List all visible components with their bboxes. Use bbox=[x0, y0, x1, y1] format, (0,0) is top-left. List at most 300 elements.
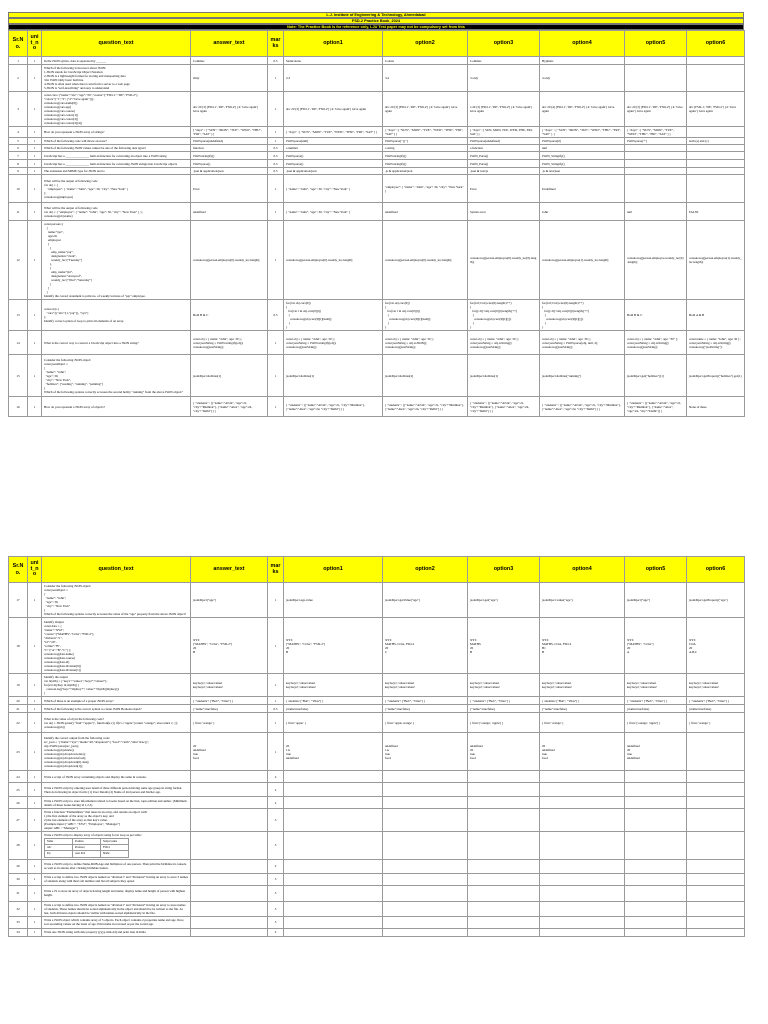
cell-answer[interactable] bbox=[191, 859, 268, 873]
cell-option5[interactable] bbox=[625, 160, 687, 168]
cell-srno[interactable] bbox=[9, 127, 28, 138]
cell-question[interactable] bbox=[42, 203, 191, 221]
cell-option4[interactable] bbox=[540, 733, 625, 771]
cell-option5[interactable] bbox=[625, 175, 687, 203]
cell-answer[interactable] bbox=[191, 331, 268, 355]
col-header-option2[interactable]: option2 bbox=[383, 557, 468, 583]
cell-answer[interactable] bbox=[191, 145, 268, 152]
cell-question[interactable] bbox=[42, 57, 191, 65]
cell-option6[interactable] bbox=[687, 705, 745, 713]
cell-question[interactable] bbox=[42, 859, 191, 873]
cell-unit[interactable] bbox=[28, 127, 42, 138]
cell-option5[interactable] bbox=[625, 797, 687, 809]
cell-unit[interactable] bbox=[28, 152, 42, 160]
cell-question[interactable] bbox=[42, 873, 191, 885]
cell-option6[interactable] bbox=[687, 145, 745, 152]
cell-option6[interactable] bbox=[687, 928, 745, 936]
cell-answer[interactable] bbox=[191, 92, 268, 127]
cell-option6[interactable] bbox=[687, 203, 745, 221]
cell-option6[interactable] bbox=[687, 832, 745, 860]
cell-answer[interactable] bbox=[191, 809, 268, 832]
cell-option3[interactable] bbox=[468, 705, 540, 713]
cell-option6[interactable] bbox=[687, 859, 745, 873]
cell-option5[interactable] bbox=[625, 331, 687, 355]
cell-question[interactable] bbox=[42, 771, 191, 783]
cell-answer[interactable] bbox=[191, 300, 268, 331]
cell-option3[interactable] bbox=[468, 355, 540, 397]
cell-option1[interactable] bbox=[284, 92, 383, 127]
cell-answer[interactable] bbox=[191, 618, 268, 674]
cell-option1[interactable] bbox=[284, 797, 383, 809]
cell-option5[interactable] bbox=[625, 152, 687, 160]
cell-marks[interactable] bbox=[268, 397, 284, 417]
cell-question[interactable] bbox=[42, 160, 191, 168]
cell-answer[interactable] bbox=[191, 697, 268, 705]
cell-srno[interactable] bbox=[9, 705, 28, 713]
cell-option4[interactable] bbox=[540, 832, 625, 860]
cell-option4[interactable] bbox=[540, 916, 625, 928]
cell-unit[interactable] bbox=[28, 809, 42, 832]
cell-option3[interactable] bbox=[468, 152, 540, 160]
cell-option6[interactable] bbox=[687, 885, 745, 901]
cell-marks[interactable] bbox=[268, 355, 284, 397]
cell-marks[interactable] bbox=[268, 873, 284, 885]
cell-option3[interactable] bbox=[468, 65, 540, 92]
cell-question[interactable] bbox=[42, 300, 191, 331]
cell-unit[interactable] bbox=[28, 873, 42, 885]
cell-marks[interactable] bbox=[268, 859, 284, 873]
cell-srno[interactable] bbox=[9, 832, 28, 860]
col-header-unit[interactable]: unit_no bbox=[28, 31, 42, 57]
cell-option2[interactable] bbox=[383, 397, 468, 417]
cell-option2[interactable] bbox=[383, 618, 468, 674]
cell-answer[interactable] bbox=[191, 832, 268, 860]
cell-option4[interactable] bbox=[540, 885, 625, 901]
cell-option3[interactable] bbox=[468, 832, 540, 860]
cell-option5[interactable] bbox=[625, 65, 687, 92]
cell-option4[interactable] bbox=[540, 65, 625, 92]
cell-unit[interactable] bbox=[28, 916, 42, 928]
cell-option3[interactable] bbox=[468, 885, 540, 901]
cell-srno[interactable] bbox=[9, 771, 28, 783]
cell-option4[interactable] bbox=[540, 809, 625, 832]
cell-option3[interactable] bbox=[468, 168, 540, 175]
cell-option1[interactable] bbox=[284, 175, 383, 203]
cell-srno[interactable] bbox=[9, 160, 28, 168]
cell-unit[interactable] bbox=[28, 168, 42, 175]
cell-option1[interactable] bbox=[284, 873, 383, 885]
cell-marks[interactable] bbox=[268, 221, 284, 300]
cell-option5[interactable] bbox=[625, 674, 687, 697]
col-header-option4[interactable]: option4 bbox=[540, 557, 625, 583]
cell-option2[interactable] bbox=[383, 797, 468, 809]
cell-question[interactable] bbox=[42, 674, 191, 697]
cell-option6[interactable] bbox=[687, 57, 745, 65]
cell-option3[interactable] bbox=[468, 92, 540, 127]
cell-unit[interactable] bbox=[28, 928, 42, 936]
cell-answer[interactable] bbox=[191, 873, 268, 885]
cell-option5[interactable] bbox=[625, 127, 687, 138]
cell-option1[interactable] bbox=[284, 809, 383, 832]
cell-option1[interactable] bbox=[284, 885, 383, 901]
cell-option4[interactable] bbox=[540, 127, 625, 138]
cell-option2[interactable] bbox=[383, 175, 468, 203]
cell-question[interactable] bbox=[42, 797, 191, 809]
cell-option5[interactable] bbox=[625, 771, 687, 783]
cell-marks[interactable] bbox=[268, 771, 284, 783]
cell-option2[interactable] bbox=[383, 697, 468, 705]
cell-option2[interactable] bbox=[383, 713, 468, 733]
cell-option6[interactable] bbox=[687, 797, 745, 809]
cell-option1[interactable] bbox=[284, 832, 383, 860]
cell-srno[interactable] bbox=[9, 783, 28, 797]
cell-marks[interactable] bbox=[268, 713, 284, 733]
cell-unit[interactable] bbox=[28, 331, 42, 355]
cell-marks[interactable] bbox=[268, 618, 284, 674]
cell-option3[interactable] bbox=[468, 797, 540, 809]
cell-option5[interactable] bbox=[625, 92, 687, 127]
cell-answer[interactable] bbox=[191, 397, 268, 417]
cell-option4[interactable] bbox=[540, 300, 625, 331]
cell-option2[interactable] bbox=[383, 127, 468, 138]
cell-unit[interactable] bbox=[28, 175, 42, 203]
cell-option1[interactable] bbox=[284, 145, 383, 152]
cell-marks[interactable] bbox=[268, 583, 284, 618]
col-header-answer[interactable]: answer_text bbox=[191, 557, 268, 583]
cell-option6[interactable] bbox=[687, 152, 745, 160]
col-header-option5[interactable]: option5 bbox=[625, 557, 687, 583]
cell-option1[interactable] bbox=[284, 713, 383, 733]
cell-srno[interactable] bbox=[9, 873, 28, 885]
cell-option6[interactable] bbox=[687, 92, 745, 127]
cell-option4[interactable] bbox=[540, 92, 625, 127]
cell-option5[interactable] bbox=[625, 138, 687, 145]
cell-option1[interactable] bbox=[284, 127, 383, 138]
cell-answer[interactable] bbox=[191, 127, 268, 138]
cell-marks[interactable] bbox=[268, 916, 284, 928]
cell-answer[interactable] bbox=[191, 885, 268, 901]
cell-option6[interactable] bbox=[687, 168, 745, 175]
cell-option4[interactable] bbox=[540, 697, 625, 705]
cell-option2[interactable] bbox=[383, 355, 468, 397]
cell-unit[interactable] bbox=[28, 92, 42, 127]
cell-unit[interactable] bbox=[28, 583, 42, 618]
cell-option6[interactable] bbox=[687, 713, 745, 733]
col-header-unit[interactable]: unit_no bbox=[28, 557, 42, 583]
cell-option2[interactable] bbox=[383, 859, 468, 873]
cell-srno[interactable] bbox=[9, 859, 28, 873]
cell-option1[interactable] bbox=[284, 331, 383, 355]
cell-option1[interactable] bbox=[284, 901, 383, 916]
cell-option5[interactable] bbox=[625, 916, 687, 928]
cell-answer[interactable] bbox=[191, 797, 268, 809]
cell-answer[interactable] bbox=[191, 916, 268, 928]
cell-marks[interactable] bbox=[268, 152, 284, 160]
col-header-option5[interactable]: option5 bbox=[625, 31, 687, 57]
cell-marks[interactable] bbox=[268, 127, 284, 138]
cell-option5[interactable] bbox=[625, 697, 687, 705]
cell-option3[interactable] bbox=[468, 783, 540, 797]
cell-option5[interactable] bbox=[625, 809, 687, 832]
cell-srno[interactable] bbox=[9, 92, 28, 127]
cell-option3[interactable] bbox=[468, 175, 540, 203]
cell-option5[interactable] bbox=[625, 57, 687, 65]
cell-option1[interactable] bbox=[284, 355, 383, 397]
cell-option3[interactable] bbox=[468, 138, 540, 145]
cell-question[interactable] bbox=[42, 916, 191, 928]
col-header-option6[interactable]: option6 bbox=[687, 31, 745, 57]
cell-option4[interactable] bbox=[540, 618, 625, 674]
cell-marks[interactable] bbox=[268, 300, 284, 331]
cell-question[interactable] bbox=[42, 901, 191, 916]
cell-option4[interactable] bbox=[540, 138, 625, 145]
cell-option2[interactable] bbox=[383, 168, 468, 175]
cell-marks[interactable] bbox=[268, 809, 284, 832]
cell-srno[interactable] bbox=[9, 674, 28, 697]
cell-srno[interactable] bbox=[9, 138, 28, 145]
cell-marks[interactable] bbox=[268, 783, 284, 797]
cell-unit[interactable] bbox=[28, 832, 42, 860]
cell-answer[interactable] bbox=[191, 138, 268, 145]
cell-option2[interactable] bbox=[383, 809, 468, 832]
cell-option2[interactable] bbox=[383, 916, 468, 928]
cell-unit[interactable] bbox=[28, 705, 42, 713]
cell-srno[interactable] bbox=[9, 901, 28, 916]
cell-option6[interactable] bbox=[687, 916, 745, 928]
cell-option2[interactable] bbox=[383, 221, 468, 300]
cell-option2[interactable] bbox=[383, 705, 468, 713]
cell-option1[interactable] bbox=[284, 618, 383, 674]
cell-unit[interactable] bbox=[28, 674, 42, 697]
cell-option2[interactable] bbox=[383, 674, 468, 697]
cell-option1[interactable] bbox=[284, 697, 383, 705]
cell-question[interactable] bbox=[42, 832, 191, 860]
cell-option3[interactable] bbox=[468, 145, 540, 152]
cell-option3[interactable] bbox=[468, 674, 540, 697]
cell-question[interactable] bbox=[42, 152, 191, 160]
cell-option4[interactable] bbox=[540, 583, 625, 618]
cell-option4[interactable] bbox=[540, 145, 625, 152]
cell-marks[interactable] bbox=[268, 832, 284, 860]
cell-option4[interactable] bbox=[540, 901, 625, 916]
cell-option1[interactable] bbox=[284, 397, 383, 417]
cell-option4[interactable] bbox=[540, 674, 625, 697]
col-header-question[interactable]: question_text bbox=[42, 31, 191, 57]
cell-option4[interactable] bbox=[540, 397, 625, 417]
cell-unit[interactable] bbox=[28, 300, 42, 331]
cell-srno[interactable] bbox=[9, 152, 28, 160]
cell-option6[interactable] bbox=[687, 160, 745, 168]
cell-option5[interactable] bbox=[625, 397, 687, 417]
cell-answer[interactable] bbox=[191, 203, 268, 221]
cell-marks[interactable] bbox=[268, 901, 284, 916]
cell-question[interactable] bbox=[42, 92, 191, 127]
cell-option2[interactable] bbox=[383, 331, 468, 355]
cell-marks[interactable] bbox=[268, 331, 284, 355]
cell-srno[interactable] bbox=[9, 221, 28, 300]
cell-question[interactable] bbox=[42, 138, 191, 145]
cell-answer[interactable] bbox=[191, 733, 268, 771]
cell-option3[interactable] bbox=[468, 127, 540, 138]
col-header-question[interactable]: question_text bbox=[42, 557, 191, 583]
cell-srno[interactable] bbox=[9, 618, 28, 674]
cell-marks[interactable] bbox=[268, 168, 284, 175]
cell-answer[interactable] bbox=[191, 355, 268, 397]
cell-unit[interactable] bbox=[28, 355, 42, 397]
cell-unit[interactable] bbox=[28, 203, 42, 221]
cell-option3[interactable] bbox=[468, 916, 540, 928]
cell-option6[interactable] bbox=[687, 331, 745, 355]
cell-option6[interactable] bbox=[687, 138, 745, 145]
cell-question[interactable] bbox=[42, 355, 191, 397]
cell-option1[interactable] bbox=[284, 221, 383, 300]
cell-unit[interactable] bbox=[28, 160, 42, 168]
cell-srno[interactable] bbox=[9, 331, 28, 355]
cell-option5[interactable] bbox=[625, 300, 687, 331]
cell-unit[interactable] bbox=[28, 713, 42, 733]
cell-option6[interactable] bbox=[687, 901, 745, 916]
cell-option1[interactable] bbox=[284, 168, 383, 175]
col-header-option6[interactable]: option6 bbox=[687, 557, 745, 583]
cell-option4[interactable] bbox=[540, 928, 625, 936]
cell-option1[interactable] bbox=[284, 771, 383, 783]
cell-option2[interactable] bbox=[383, 138, 468, 145]
cell-srno[interactable] bbox=[9, 797, 28, 809]
cell-option5[interactable] bbox=[625, 221, 687, 300]
cell-marks[interactable] bbox=[268, 928, 284, 936]
cell-option3[interactable] bbox=[468, 859, 540, 873]
cell-question[interactable] bbox=[42, 221, 191, 300]
cell-option4[interactable] bbox=[540, 783, 625, 797]
cell-option3[interactable] bbox=[468, 618, 540, 674]
cell-option5[interactable] bbox=[625, 355, 687, 397]
cell-option2[interactable] bbox=[383, 92, 468, 127]
cell-unit[interactable] bbox=[28, 397, 42, 417]
cell-option4[interactable] bbox=[540, 705, 625, 713]
cell-question[interactable] bbox=[42, 65, 191, 92]
cell-srno[interactable] bbox=[9, 57, 28, 65]
cell-unit[interactable] bbox=[28, 885, 42, 901]
cell-question[interactable] bbox=[42, 809, 191, 832]
cell-unit[interactable] bbox=[28, 618, 42, 674]
cell-marks[interactable] bbox=[268, 203, 284, 221]
cell-option6[interactable] bbox=[687, 809, 745, 832]
cell-marks[interactable] bbox=[268, 65, 284, 92]
cell-unit[interactable] bbox=[28, 65, 42, 92]
cell-unit[interactable] bbox=[28, 797, 42, 809]
cell-option2[interactable] bbox=[383, 832, 468, 860]
cell-option4[interactable] bbox=[540, 331, 625, 355]
cell-option1[interactable] bbox=[284, 928, 383, 936]
cell-question[interactable] bbox=[42, 705, 191, 713]
cell-srno[interactable] bbox=[9, 916, 28, 928]
cell-question[interactable] bbox=[42, 127, 191, 138]
cell-question[interactable] bbox=[42, 885, 191, 901]
cell-marks[interactable] bbox=[268, 92, 284, 127]
cell-option6[interactable] bbox=[687, 355, 745, 397]
cell-option3[interactable] bbox=[468, 583, 540, 618]
cell-option5[interactable] bbox=[625, 873, 687, 885]
cell-option4[interactable] bbox=[540, 152, 625, 160]
cell-option4[interactable] bbox=[540, 771, 625, 783]
cell-option5[interactable] bbox=[625, 901, 687, 916]
cell-option3[interactable] bbox=[468, 697, 540, 705]
cell-option3[interactable] bbox=[468, 203, 540, 221]
cell-answer[interactable] bbox=[191, 160, 268, 168]
cell-marks[interactable] bbox=[268, 733, 284, 771]
cell-option6[interactable] bbox=[687, 618, 745, 674]
cell-option4[interactable] bbox=[540, 873, 625, 885]
cell-srno[interactable] bbox=[9, 175, 28, 203]
cell-answer[interactable] bbox=[191, 783, 268, 797]
cell-srno[interactable] bbox=[9, 168, 28, 175]
cell-option3[interactable] bbox=[468, 809, 540, 832]
cell-option6[interactable] bbox=[687, 697, 745, 705]
cell-unit[interactable] bbox=[28, 145, 42, 152]
cell-option1[interactable] bbox=[284, 138, 383, 145]
cell-question[interactable] bbox=[42, 331, 191, 355]
cell-option6[interactable] bbox=[687, 65, 745, 92]
cell-unit[interactable] bbox=[28, 859, 42, 873]
cell-option5[interactable] bbox=[625, 783, 687, 797]
cell-question[interactable] bbox=[42, 928, 191, 936]
cell-option6[interactable] bbox=[687, 674, 745, 697]
cell-srno[interactable] bbox=[9, 65, 28, 92]
cell-option4[interactable] bbox=[540, 221, 625, 300]
cell-question[interactable] bbox=[42, 713, 191, 733]
cell-option2[interactable] bbox=[383, 152, 468, 160]
cell-marks[interactable] bbox=[268, 57, 284, 65]
cell-answer[interactable] bbox=[191, 928, 268, 936]
cell-option3[interactable] bbox=[468, 901, 540, 916]
cell-question[interactable] bbox=[42, 783, 191, 797]
cell-option4[interactable] bbox=[540, 57, 625, 65]
cell-question[interactable] bbox=[42, 733, 191, 771]
cell-question[interactable] bbox=[42, 583, 191, 618]
cell-option1[interactable] bbox=[284, 203, 383, 221]
cell-option2[interactable] bbox=[383, 771, 468, 783]
cell-option4[interactable] bbox=[540, 203, 625, 221]
cell-option6[interactable] bbox=[687, 221, 745, 300]
cell-srno[interactable] bbox=[9, 713, 28, 733]
cell-option2[interactable] bbox=[383, 57, 468, 65]
cell-unit[interactable] bbox=[28, 733, 42, 771]
cell-srno[interactable] bbox=[9, 809, 28, 832]
col-header-option4[interactable]: option4 bbox=[540, 31, 625, 57]
cell-option5[interactable] bbox=[625, 705, 687, 713]
cell-option3[interactable] bbox=[468, 928, 540, 936]
cell-answer[interactable] bbox=[191, 65, 268, 92]
cell-option1[interactable] bbox=[284, 733, 383, 771]
cell-option6[interactable] bbox=[687, 583, 745, 618]
cell-question[interactable] bbox=[42, 618, 191, 674]
cell-option6[interactable] bbox=[687, 771, 745, 783]
cell-option1[interactable] bbox=[284, 65, 383, 92]
cell-question[interactable] bbox=[42, 168, 191, 175]
cell-option1[interactable] bbox=[284, 57, 383, 65]
cell-srno[interactable] bbox=[9, 733, 28, 771]
cell-option2[interactable] bbox=[383, 928, 468, 936]
cell-option4[interactable] bbox=[540, 859, 625, 873]
cell-option2[interactable] bbox=[383, 885, 468, 901]
cell-option2[interactable] bbox=[383, 783, 468, 797]
cell-option4[interactable] bbox=[540, 355, 625, 397]
cell-option5[interactable] bbox=[625, 168, 687, 175]
col-header-option2[interactable]: option2 bbox=[383, 31, 468, 57]
cell-marks[interactable] bbox=[268, 797, 284, 809]
cell-answer[interactable] bbox=[191, 175, 268, 203]
cell-option1[interactable] bbox=[284, 583, 383, 618]
